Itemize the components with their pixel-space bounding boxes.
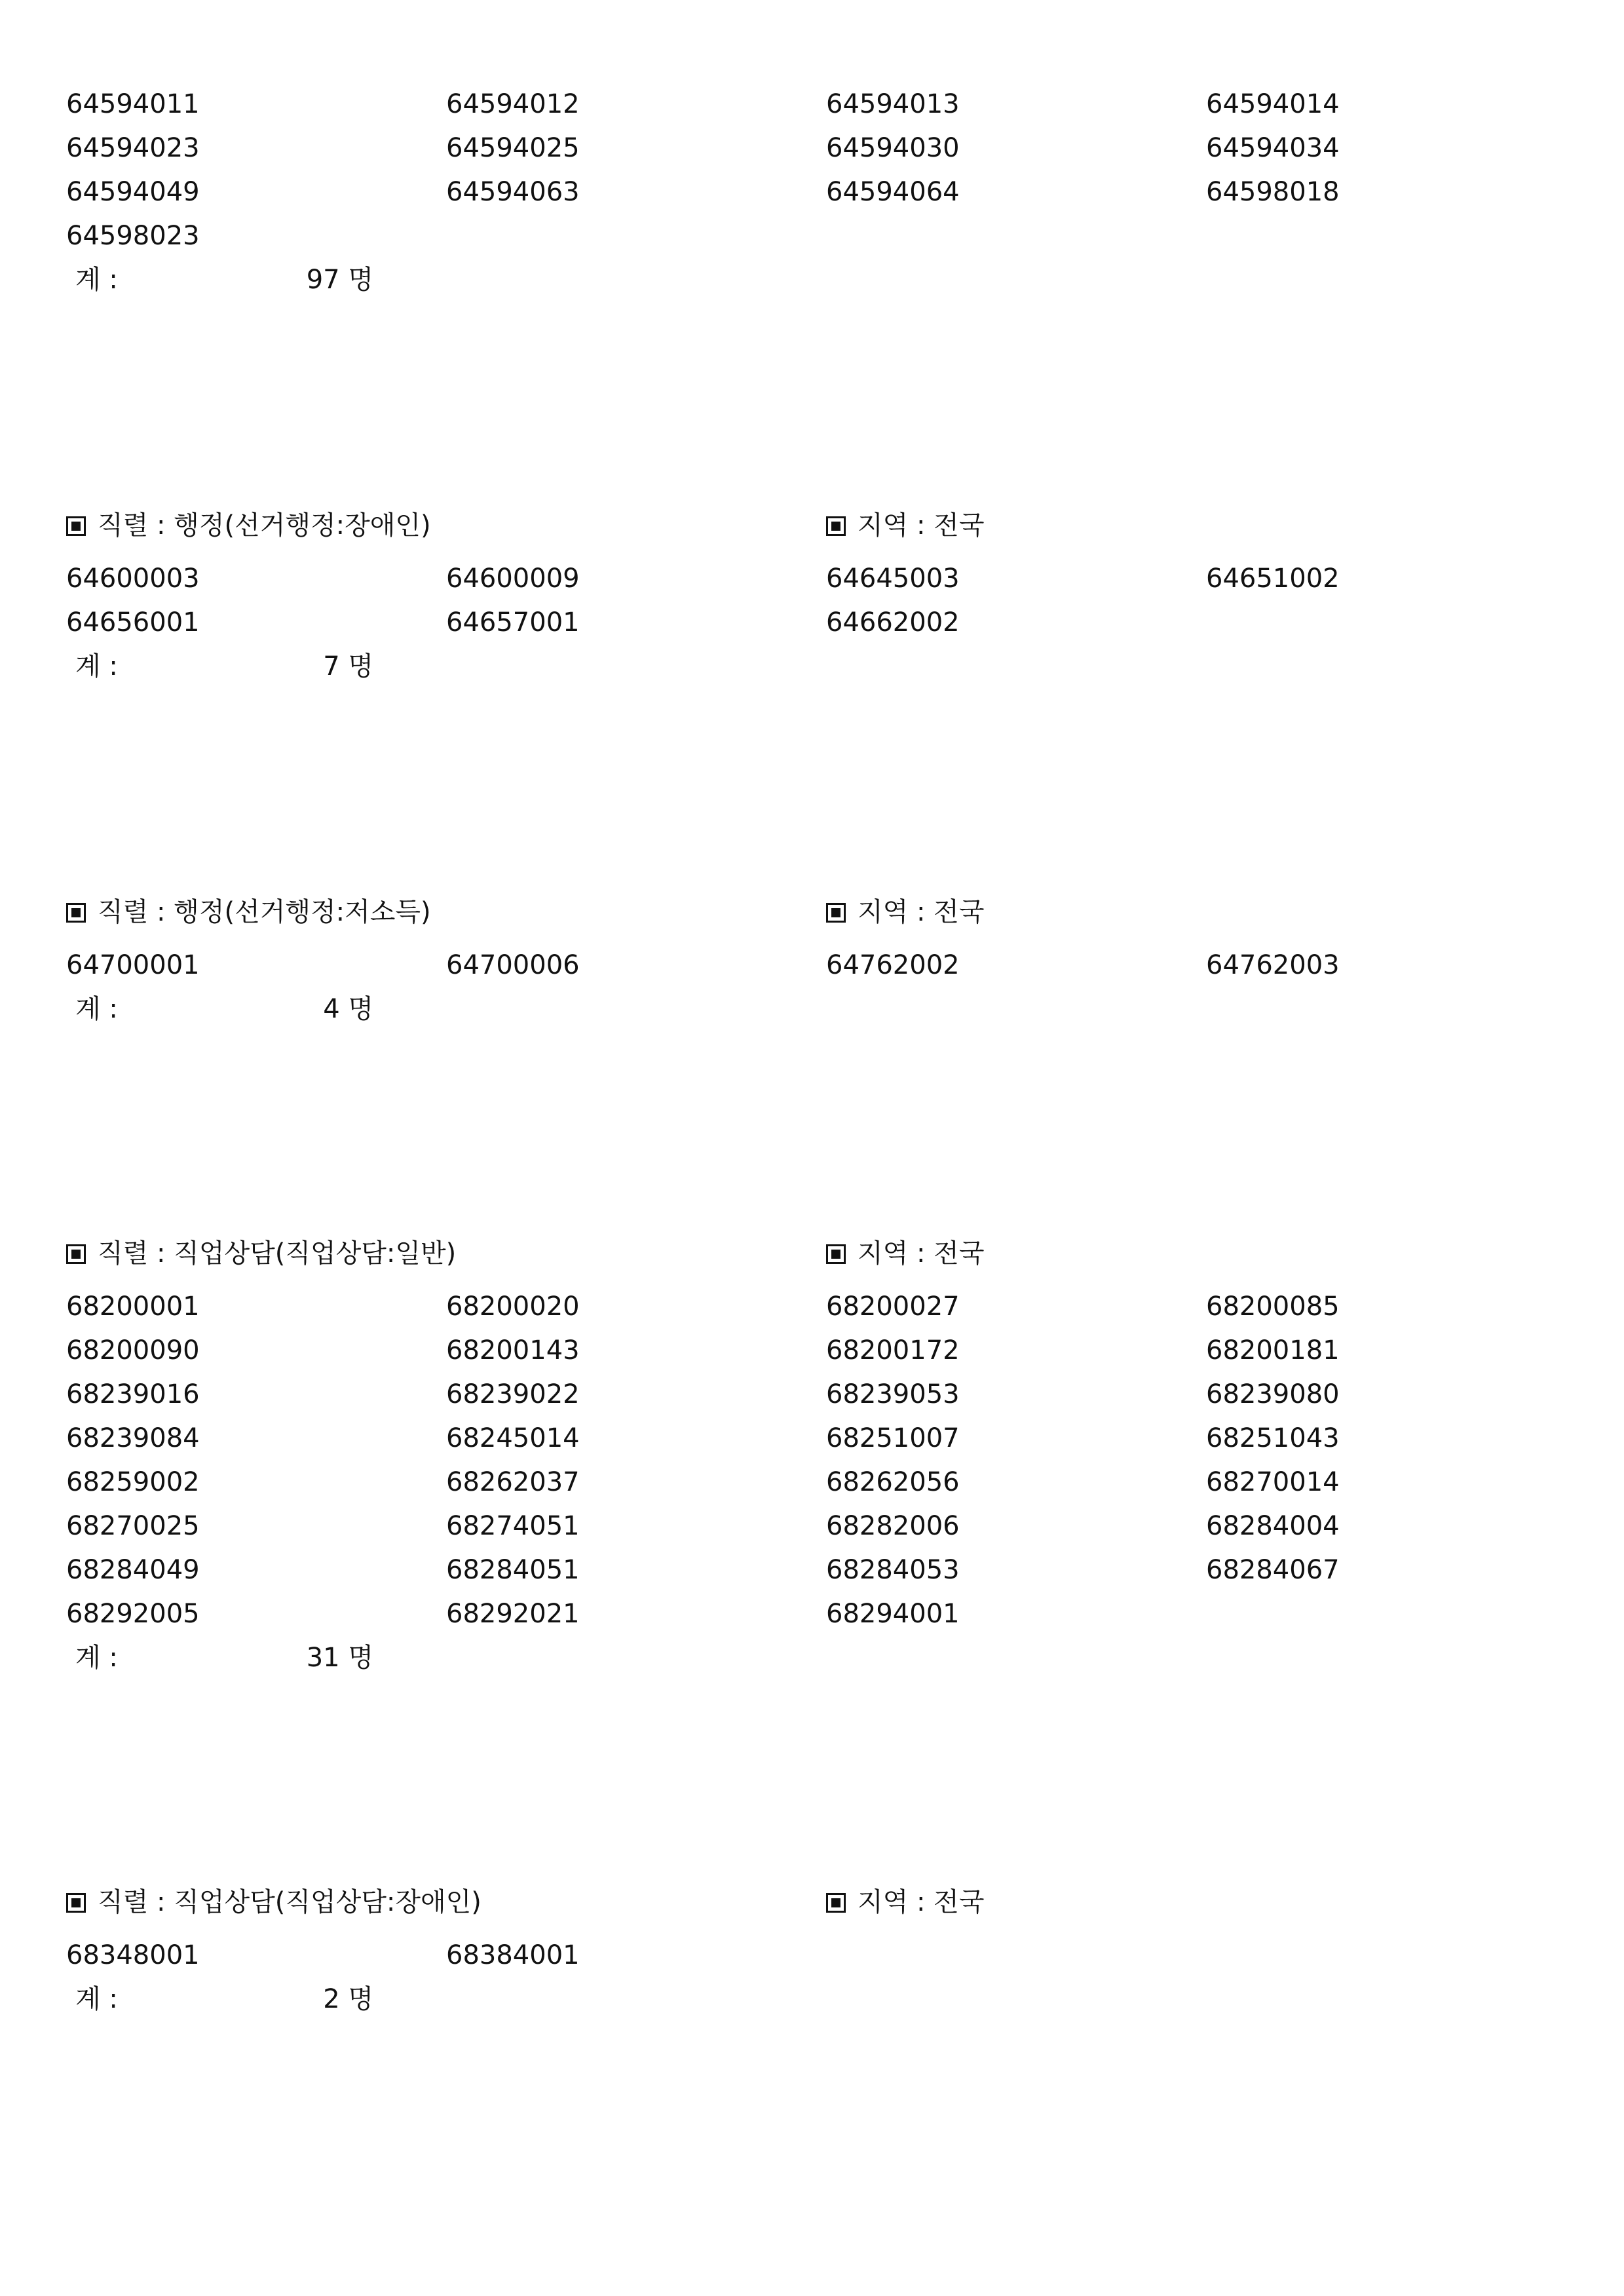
- candidate-number: 64762002: [826, 950, 960, 980]
- candidate-number: 68239016: [66, 1379, 200, 1409]
- candidate-number-grid: [66, 944, 1560, 987]
- section-job-counseling-disabled: [66, 1883, 1560, 2021]
- total-label: 계 :: [75, 994, 118, 1024]
- candidate-number: 64594064: [826, 177, 960, 207]
- candidate-number: 68292021: [446, 1599, 580, 1629]
- candidate-number: 68284004: [1206, 1511, 1340, 1541]
- section-header: [66, 892, 1560, 944]
- candidate-number: 68270014: [1206, 1467, 1340, 1497]
- candidate-number: 68200020: [446, 1292, 580, 1322]
- candidate-number-grid: [66, 1934, 1560, 1978]
- filled-square-icon: [66, 903, 86, 923]
- filled-square-icon: [826, 516, 846, 536]
- candidate-number: 68251007: [826, 1423, 960, 1453]
- job-series-label: 직렬 : 직업상담(직업상담:일반): [98, 1238, 457, 1269]
- total-value: 2 명: [323, 1984, 373, 2014]
- section-job-counseling-general: [66, 1234, 1560, 1680]
- total-label: 계 :: [75, 651, 118, 681]
- candidate-number: 64594063: [446, 177, 580, 207]
- total-label: 계 :: [75, 1984, 118, 2014]
- total-value: 7 명: [323, 651, 373, 681]
- candidate-number-grid: [66, 557, 1560, 645]
- candidate-number-grid: [66, 83, 1560, 258]
- candidate-number: 64656001: [66, 607, 200, 638]
- candidate-number: 68239022: [446, 1379, 580, 1409]
- section-admin-election-disabled: [66, 506, 1560, 689]
- candidate-number: 68239080: [1206, 1379, 1340, 1409]
- candidate-number: 64645003: [826, 564, 960, 594]
- section-header: [66, 506, 1560, 557]
- candidate-number: 64598023: [66, 221, 200, 251]
- total-value: 4 명: [323, 994, 373, 1024]
- section-admin-election-low-income: [66, 892, 1560, 1031]
- filled-square-icon: [826, 903, 846, 923]
- candidate-number: 64651002: [1206, 564, 1340, 594]
- candidate-number: 64594049: [66, 177, 200, 207]
- candidate-number: 68274051: [446, 1511, 580, 1541]
- candidate-number: 64657001: [446, 607, 580, 638]
- section-total: [66, 645, 1560, 689]
- candidate-number: 64600009: [446, 564, 580, 594]
- candidate-number: 64600003: [66, 564, 200, 594]
- section-header: [66, 1234, 1560, 1285]
- candidate-number: 68200085: [1206, 1292, 1340, 1322]
- candidate-number: 64594011: [66, 89, 200, 119]
- candidate-number: 68284053: [826, 1555, 960, 1585]
- candidate-number: 68284051: [446, 1555, 580, 1585]
- total-value: 97 명: [306, 265, 373, 295]
- candidate-number: 68200027: [826, 1292, 960, 1322]
- candidate-number: 68292005: [66, 1599, 200, 1629]
- candidate-number: 64762003: [1206, 950, 1340, 980]
- section-total: [66, 1978, 1560, 2021]
- candidate-number: 68200001: [66, 1292, 200, 1322]
- candidate-number: 68262056: [826, 1467, 960, 1497]
- candidate-number: 68200143: [446, 1335, 580, 1366]
- region-label: 지역 : 전국: [858, 1887, 985, 1917]
- candidate-number: 68270025: [66, 1511, 200, 1541]
- candidate-number: 64594025: [446, 133, 580, 163]
- region-label: 지역 : 전국: [858, 510, 985, 541]
- filled-square-icon: [826, 1893, 846, 1913]
- candidate-number: 64700006: [446, 950, 580, 980]
- filled-square-icon: [66, 1244, 86, 1264]
- candidate-number: 64662002: [826, 607, 960, 638]
- candidate-number: 68282006: [826, 1511, 960, 1541]
- candidate-number: 68251043: [1206, 1423, 1340, 1453]
- candidate-number-grid: [66, 1285, 1560, 1636]
- candidate-number: 64594034: [1206, 133, 1340, 163]
- candidate-number: 64598018: [1206, 177, 1340, 207]
- total-label: 계 :: [75, 1643, 118, 1673]
- candidate-number: 64700001: [66, 950, 200, 980]
- section-continued: [66, 83, 1560, 302]
- candidate-number: 68348001: [66, 1940, 200, 1970]
- total-value: 31 명: [306, 1643, 373, 1673]
- candidate-number: 68200181: [1206, 1335, 1340, 1366]
- candidate-number: 68384001: [446, 1940, 580, 1970]
- job-series-label: 직렬 : 행정(선거행정:장애인): [98, 510, 431, 541]
- filled-square-icon: [826, 1244, 846, 1264]
- candidate-number: 64594012: [446, 89, 580, 119]
- section-total: [66, 987, 1560, 1031]
- section-total: [66, 1636, 1560, 1680]
- candidate-number: 64594030: [826, 133, 960, 163]
- candidate-number: 68239084: [66, 1423, 200, 1453]
- candidate-number: 68200172: [826, 1335, 960, 1366]
- region-label: 지역 : 전국: [858, 897, 985, 927]
- section-header: [66, 1883, 1560, 1934]
- candidate-number: 68284067: [1206, 1555, 1340, 1585]
- region-label: 지역 : 전국: [858, 1238, 985, 1269]
- filled-square-icon: [66, 1893, 86, 1913]
- candidate-number: 68262037: [446, 1467, 580, 1497]
- candidate-number: 68284049: [66, 1555, 200, 1585]
- job-series-label: 직렬 : 직업상담(직업상담:장애인): [98, 1887, 482, 1917]
- candidate-number: 64594014: [1206, 89, 1340, 119]
- candidate-number: 64594013: [826, 89, 960, 119]
- candidate-number: 68294001: [826, 1599, 960, 1629]
- filled-square-icon: [66, 516, 86, 536]
- job-series-label: 직렬 : 행정(선거행정:저소득): [98, 897, 431, 927]
- section-total: [66, 258, 1560, 302]
- total-label: 계 :: [75, 265, 118, 295]
- candidate-number: 68259002: [66, 1467, 200, 1497]
- candidate-number: 68239053: [826, 1379, 960, 1409]
- candidate-number: 68245014: [446, 1423, 580, 1453]
- candidate-number: 68200090: [66, 1335, 200, 1366]
- candidate-number: 64594023: [66, 133, 200, 163]
